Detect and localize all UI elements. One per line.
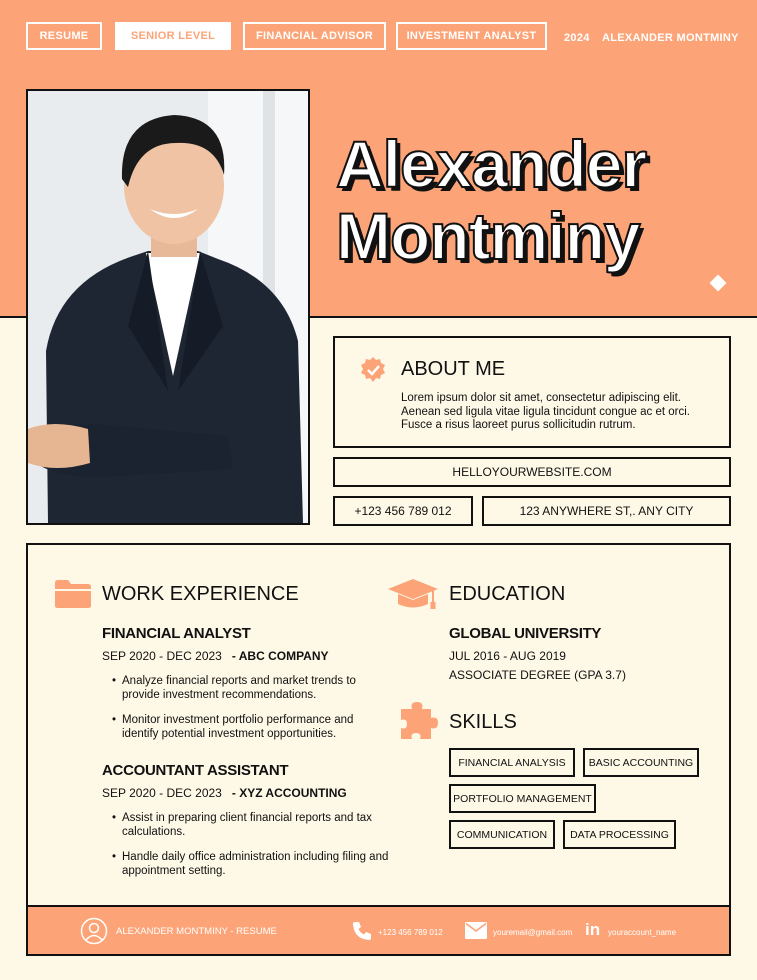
phone-field[interactable] <box>333 496 473 526</box>
address-text: 123 ANYWHERE ST,. ANY CITY <box>519 504 694 518</box>
puzzle-icon <box>397 699 439 741</box>
tag-financial-advisor: FINANCIAL ADVISOR <box>243 22 386 50</box>
education-dates: JUL 2016 - AUG 2019 <box>449 649 566 663</box>
education-degree: ASSOCIATE DEGREE (GPA 3.7) <box>449 668 626 682</box>
header-year: 2024 <box>564 32 590 44</box>
education-school: GLOBAL UNIVERSITY <box>449 625 602 642</box>
list-item: • Analyze financial reports and market trends to provide investment recommendations. <box>122 675 392 702</box>
website-field[interactable] <box>333 457 731 487</box>
mail-icon <box>465 922 487 939</box>
footer-linkedin[interactable]: youraccount_name <box>608 928 677 937</box>
about-card <box>333 336 731 448</box>
phone-icon <box>352 921 372 941</box>
list-item: • Handle daily office administration including filing and appointment setting. <box>122 851 392 878</box>
tag-investment-analyst: INVESTMENT ANALYST <box>396 22 547 50</box>
skill-tag: BASIC ACCOUNTING <box>583 748 699 777</box>
tag-senior-level: SENIOR LEVEL <box>115 22 231 50</box>
tag-resume: RESUME <box>26 22 102 50</box>
about-title: ABOUT ME <box>401 358 506 380</box>
work-title: WORK EXPERIENCE <box>102 583 299 605</box>
header-name: ALEXANDER MONTMINY <box>602 32 739 44</box>
job-2-bullets <box>112 812 392 890</box>
folder-icon <box>54 579 92 609</box>
skill-tag: FINANCIAL ANALYSIS <box>449 748 575 777</box>
name-heading <box>336 128 646 272</box>
job-1-dates-line <box>102 649 329 663</box>
skills-title: SKILLS <box>449 711 517 733</box>
skill-tag: DATA PROCESSING <box>563 820 676 849</box>
skill-tag: PORTFOLIO MANAGEMENT <box>449 784 596 813</box>
education-title: EDUCATION <box>449 583 566 605</box>
phone-text: +123 456 789 012 <box>354 504 452 518</box>
job-1-bullets <box>112 675 392 753</box>
list-item: • Monitor investment portfolio performance and identify potential investment opportunities. <box>122 714 392 741</box>
user-avatar-icon <box>80 917 108 945</box>
verified-badge-icon <box>359 356 387 384</box>
about-body: Lorem ipsum dolor sit amet, consectetur adipiscing elit. Aenean sed ligula vitae ligula tincidunt congue ac et orci. Fusce a risus laoreet purus sollicitudin rutrum. <box>401 392 690 431</box>
footer-email[interactable]: youremail@gmail.com <box>493 928 573 937</box>
main-panel <box>26 543 731 956</box>
first-name: Alexander <box>336 127 647 201</box>
graduation-cap-icon <box>386 577 440 611</box>
job-2-role: ACCOUNTANT ASSISTANT <box>102 762 289 779</box>
footer-label: ALEXANDER MONTMINY - RESUME <box>116 926 277 937</box>
website-text: HELLOYOURWEBSITE.COM <box>452 465 612 479</box>
job-2-dates-line <box>102 786 347 800</box>
list-item: • Assist in preparing client financial reports and tax calculations. <box>122 812 392 839</box>
footer-bar <box>26 905 731 956</box>
job-2-company: - XYZ ACCOUNTING <box>231 786 347 800</box>
job-1-company: - ABC COMPANY <box>231 649 329 663</box>
linkedin-icon: in <box>585 920 601 939</box>
job-1-role: FINANCIAL ANALYST <box>102 625 251 642</box>
skill-tag: COMMUNICATION <box>449 820 555 849</box>
job-2-dates: SEP 2020 - DEC 2023 <box>102 786 222 800</box>
person-illustration <box>28 91 308 523</box>
address-field <box>482 496 731 526</box>
last-name: Montminy <box>336 199 640 273</box>
footer-phone[interactable]: +123 456 789 012 <box>378 928 443 937</box>
profile-photo <box>26 89 310 525</box>
job-1-dates: SEP 2020 - DEC 2023 <box>102 649 222 663</box>
